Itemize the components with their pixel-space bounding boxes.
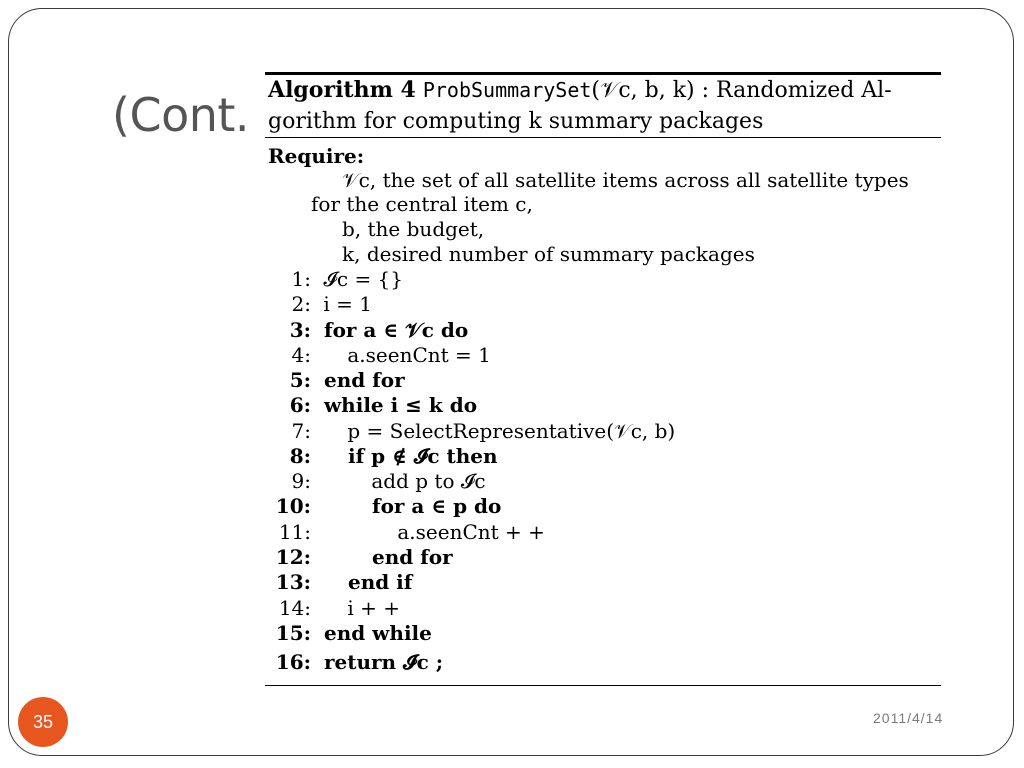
caption-function: ProbSummarySet bbox=[422, 78, 592, 102]
step-text: if p ∉ 𝓘c then bbox=[347, 444, 498, 468]
step-number: 15: bbox=[275, 621, 311, 645]
require-line: k, desired number of summary packages bbox=[342, 242, 755, 266]
algorithm-step bbox=[268, 343, 491, 367]
algorithm-step bbox=[268, 368, 405, 392]
algorithm-caption bbox=[268, 75, 944, 137]
require-line: 𝒱c, the set of all satellite items across all satellite types bbox=[342, 168, 909, 192]
caption-line-1 bbox=[268, 75, 944, 106]
slide-date: 2011/4/14 bbox=[873, 710, 944, 726]
slide-title: (Cont. bbox=[112, 88, 250, 142]
bottom-rule bbox=[265, 685, 941, 686]
step-number: 2: bbox=[291, 292, 311, 316]
algorithm-step bbox=[268, 494, 501, 518]
step-text: end for bbox=[371, 545, 453, 569]
step-text: end for bbox=[323, 368, 405, 392]
caption-rest: : Randomized Al- bbox=[694, 78, 892, 103]
caption-label: Algorithm 4 bbox=[268, 77, 416, 103]
require-line: b, the budget, bbox=[342, 217, 485, 241]
step-text: a.seenCnt + + bbox=[397, 520, 545, 544]
step-text: i = 1 bbox=[323, 292, 372, 316]
algorithm-step bbox=[268, 393, 477, 417]
step-number: 16: bbox=[275, 650, 311, 674]
step-text: return 𝓘c ; bbox=[323, 650, 444, 674]
step-number: 14: bbox=[278, 596, 311, 620]
caption-args: (𝒱c, b, k) bbox=[591, 78, 695, 103]
step-number: 7: bbox=[291, 419, 311, 443]
require-line: for the central item c, bbox=[311, 192, 533, 216]
slide-number-badge: 35 bbox=[18, 697, 68, 747]
step-text: 𝓘c = {} bbox=[323, 267, 404, 291]
step-number: 10: bbox=[275, 494, 311, 518]
step-number: 12: bbox=[275, 545, 311, 569]
algorithm-step bbox=[268, 650, 443, 674]
algorithm-step bbox=[268, 292, 372, 316]
step-number: 6: bbox=[289, 393, 311, 417]
middle-rule bbox=[265, 137, 941, 138]
step-number: 8: bbox=[289, 444, 311, 468]
step-text: i + + bbox=[347, 596, 400, 620]
algorithm-step bbox=[268, 621, 432, 645]
algorithm-step bbox=[268, 469, 486, 493]
algorithm-step bbox=[268, 545, 453, 569]
algorithm-step bbox=[268, 267, 403, 291]
step-text: end if bbox=[347, 570, 413, 594]
algorithm-step bbox=[268, 520, 545, 544]
step-text: end while bbox=[323, 621, 432, 645]
step-text: for a ∈ p do bbox=[371, 494, 502, 518]
algorithm-step bbox=[268, 596, 400, 620]
step-number: 4: bbox=[291, 343, 311, 367]
step-number: 3: bbox=[289, 318, 311, 342]
step-number: 9: bbox=[291, 469, 311, 493]
step-text: a.seenCnt = 1 bbox=[347, 343, 491, 367]
step-text: p = SelectRepresentative(𝒱c, b) bbox=[347, 419, 676, 443]
step-text: while i ≤ k do bbox=[323, 393, 478, 417]
step-number: 11: bbox=[278, 520, 311, 544]
step-number: 1: bbox=[291, 267, 311, 291]
step-text: add p to 𝓘c bbox=[371, 469, 486, 493]
step-number: 13: bbox=[275, 570, 311, 594]
step-number: 5: bbox=[289, 368, 311, 392]
algorithm-box bbox=[256, 66, 952, 690]
algorithm-step bbox=[268, 419, 675, 443]
algorithm-step bbox=[268, 318, 468, 342]
algorithm-step bbox=[268, 444, 498, 468]
algorithm-step bbox=[268, 570, 412, 594]
caption-line-2: gorithm for computing k summary packages bbox=[268, 109, 764, 134]
step-text: for a ∈ 𝒱c do bbox=[323, 318, 469, 342]
require-label: Require: bbox=[268, 144, 365, 168]
